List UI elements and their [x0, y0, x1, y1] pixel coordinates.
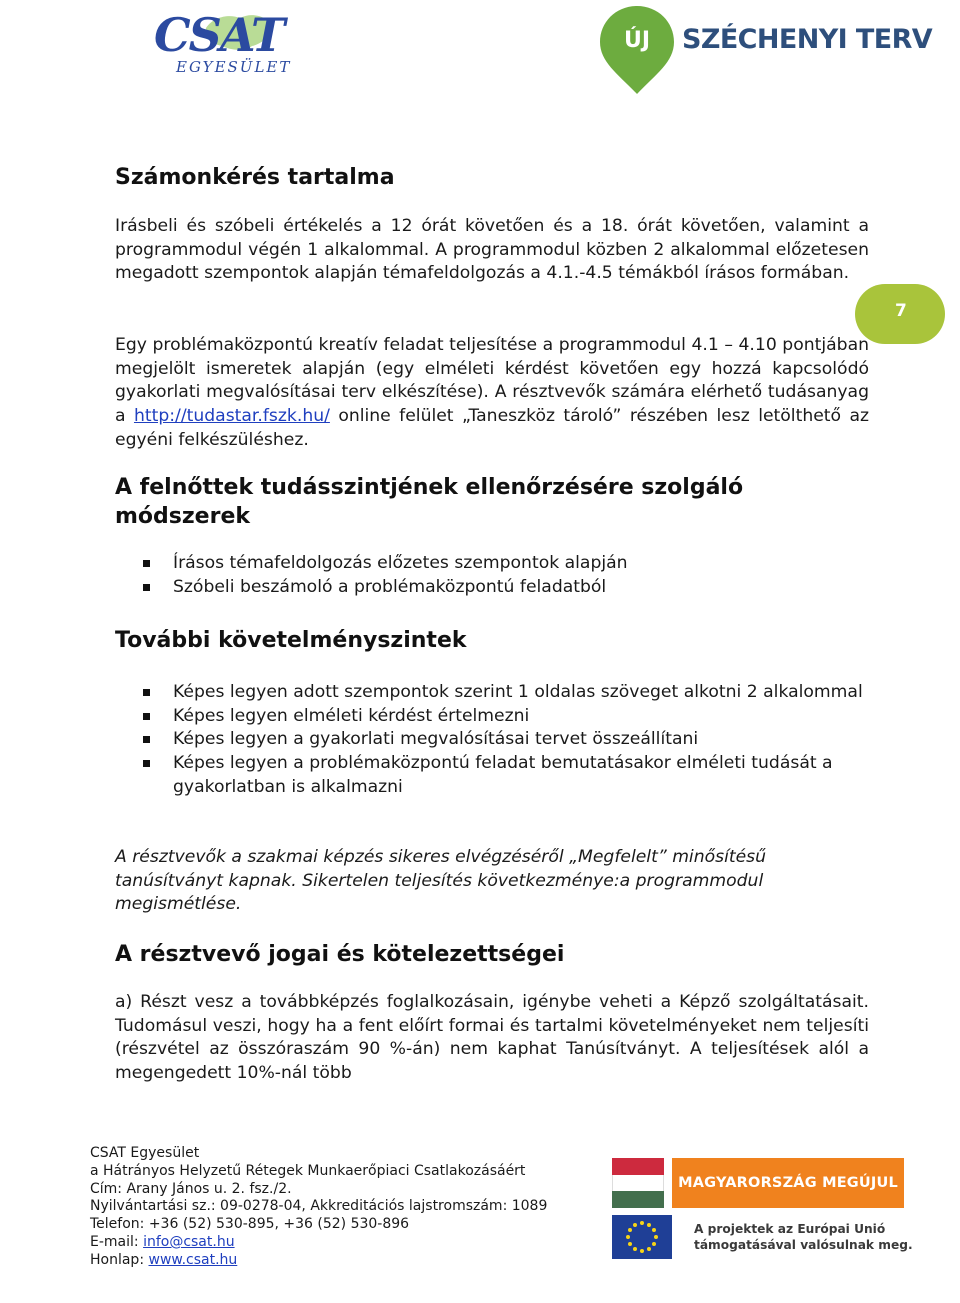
footer-email-link[interactable]: info@csat.hu: [143, 1233, 235, 1250]
eu-flag-icon: [612, 1215, 672, 1259]
paragraph-szamonkeres-2: [115, 334, 869, 453]
requirements-list: [143, 681, 863, 800]
list-item: Képes legyen a problémaközpontú feladat bemutatásakor elméleti tudását a gyakorlatban is alkalmazni: [143, 752, 863, 799]
page-number: 7: [895, 301, 907, 321]
szechenyi-terv-logo: [598, 4, 933, 96]
footer-org-sub: a Hátrányos Helyzetű Rétegek Munkaerőpiaci Csatlakozásáért: [90, 1162, 526, 1179]
footer-registry: Nyilvántartási sz.: 09-0278-04, Akkreditációs lajstromszám: 1089: [90, 1198, 548, 1215]
footer-address: Cím: Arany János u. 2. fsz./2.: [90, 1180, 292, 1197]
list-item: Képes legyen a gyakorlati megvalósításai tervet összeállítani: [143, 728, 863, 752]
paragraph-jogok-1: a) Részt vesz a továbbképzés foglalkozásain, igénybe veheti a Képző szolgáltatásait. Tudomásul veszi, hogy ha a fent előírt formai és tartalmi követelményeket nem teljesíti (részvétel az összóraszám 90 %-án) nem kaphat Tanúsítványt. A teljesítések alól a megengedett 10%-nál több: [115, 992, 869, 1084]
section-heading-szamonkeres: Számonkérés tartalma: [115, 165, 395, 190]
szechenyi-name: SZÉCHENYI TERV: [682, 24, 933, 55]
footer-email-label: E-mail:: [90, 1233, 144, 1250]
list-item: Írásos témafeldolgozás előzetes szempontok alapján: [143, 552, 863, 576]
footer-phone: Telefon: +36 (52) 530-895, +36 (52) 530-896: [90, 1216, 410, 1233]
section-heading-kovetelmenyszintek: További követelményszintek: [115, 628, 467, 653]
footer-contact-info: [90, 1145, 547, 1270]
csat-logo-subtitle: EGYESÜLET: [176, 58, 292, 76]
csat-logo: [150, 6, 292, 84]
footer-web-row: [90, 1252, 547, 1270]
footer-email-row: [90, 1234, 547, 1252]
footer-web-label: Honlap:: [90, 1251, 149, 1268]
footer-web-link[interactable]: www.csat.hu: [148, 1251, 238, 1268]
footer-org: CSAT Egyesület: [90, 1145, 200, 1161]
eu-support-text: [694, 1221, 913, 1253]
section-heading-modszerek: A felnőttek tudásszintjének ellenőrzésére szolgáló módszerek: [115, 475, 744, 529]
tudastar-link[interactable]: http://tudastar.fszk.hu/: [133, 406, 330, 427]
methods-list: [143, 552, 863, 599]
magyarorszag-megujul-banner: [612, 1158, 904, 1208]
szechenyi-uj-label: ÚJ: [623, 28, 651, 53]
list-item: Szóbeli beszámoló a problémaközpontú feladatból: [143, 576, 863, 600]
paragraph-text-b: online felület „Taneszköz tároló” részében lesz letölthető az egyéni felkészüléshez.: [115, 406, 870, 450]
hungarian-flag-icon: [612, 1158, 664, 1208]
csat-logo-text: CSAT: [154, 8, 284, 62]
eu-line-2: támogatásával valósulnak meg.: [694, 1238, 913, 1252]
eu-line-1: A projektek az Európai Unió: [694, 1222, 886, 1236]
paragraph-text-a: Egy problémaközpontú kreatív feladat teljesítése a programmodul 4.1 – 4.10 pontjában megjelölt ismeretek alapján (egy elméleti kérdést követően egy hozzá kapcsolódó gyakorlati megvalósításai terv elkészítése). A résztvevők számára elérhető tudásanyag a: [115, 335, 869, 427]
list-item: Képes legyen adott szempontok szerint 1 oldalas szöveget alkotni 2 alkalommal: [143, 681, 863, 705]
certificate-note: A résztvevők a szakmai képzés sikeres elvégzéséről „Megfelelt” minősítésű tanúsítványt kapnak. Sikertelen teljesítés következménye:a programmodul megismétlése.: [115, 847, 767, 915]
paragraph-szamonkeres-1: Irásbeli és szóbeli értékelés a 12 órát követően és a 18. órát követően, valamint a programmodul végén 1 alkalommal. A programmodul közben 2 alkalommal előzetesen megadott szempontok alapján témafeldolgozás a 4.1.-4.5 témákból írásos formában.: [115, 216, 869, 284]
list-item: Képes legyen elméleti kérdést értelmezni: [143, 705, 863, 729]
section-heading-jogok: A résztvevő jogai és kötelezettségei: [115, 942, 565, 967]
eu-support-banner: [612, 1213, 913, 1263]
banner-mm-text: MAGYARORSZÁG MEGÚJUL: [672, 1158, 904, 1208]
